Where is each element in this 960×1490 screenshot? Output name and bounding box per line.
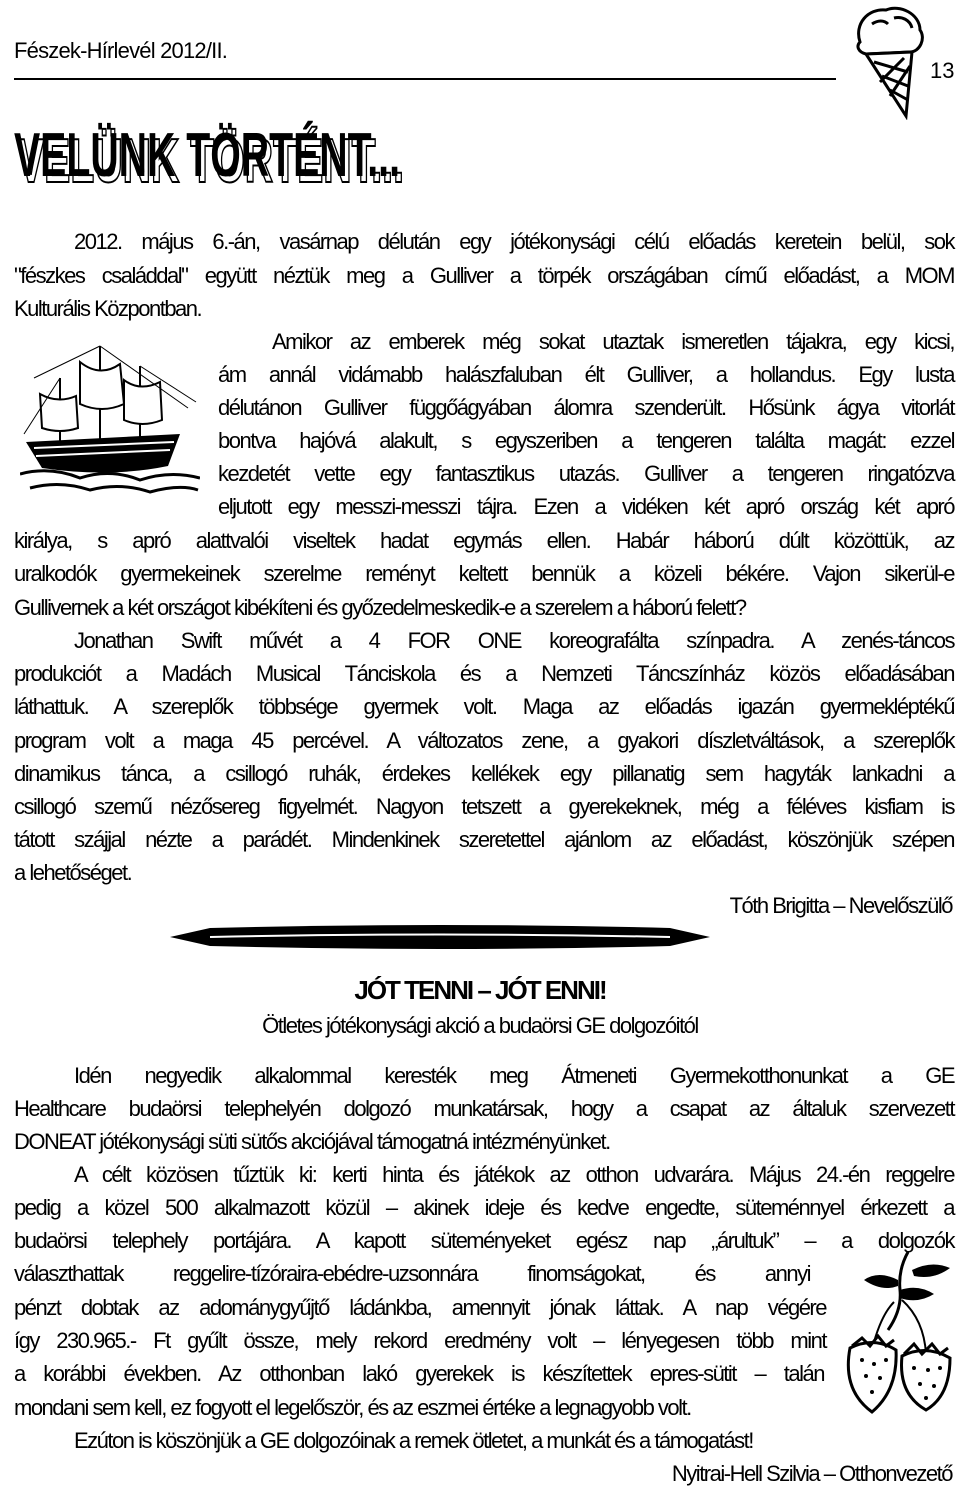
text-line: 2012. május 6.-án, vasárnap délután egy jótékonysági célú előadás keretein belül, sok bbox=[74, 229, 954, 254]
signature-nyitrai-hell-szilvia: Nyitrai-Hell Szilvia – Otthonvezető bbox=[671, 1461, 952, 1486]
text-line: uralkodók gyermekeinek szerelme reményt keltett bennük a közeli békére. Vajon sikerül-e bbox=[14, 561, 954, 586]
text-line: Jonathan Swift művét a 4 FOR ONE koreografálta színpadra. A zenés-táncos bbox=[74, 628, 954, 653]
signature-toth-brigitta: Tóth Brigitta – Nevelőszülő bbox=[729, 893, 952, 918]
text-line: láthattuk. A szereplők többsége gyermek volt. Maga az előadás igazán gyermekléptékű bbox=[14, 694, 954, 719]
text-line: királya, s apró alattvalói viseltek hadat egymás ellen. Habár háború dúlt közöttük, az bbox=[14, 528, 954, 553]
text-line: délutánon Gulliver függőágyában álomra szenderült. Hősünk ágya vitorlát bbox=[218, 395, 954, 420]
text-line: eljutott egy messzi-messzi tájra. Ezen a vidéken két apró ország két apró bbox=[218, 494, 954, 519]
text-line: budaörsi telephely portájára. A kapott süteményeket egész nap „árultuk” – a dolgozók bbox=[14, 1228, 954, 1253]
newsletter-title: Fészek-Hírlevél 2012/II. bbox=[14, 38, 228, 63]
text-line: Healthcare budaörsi telephelyén dolgozó munkatársak, hogy a csapat az általuk szervezett bbox=[14, 1096, 954, 1121]
text-line: pedig a közel 500 alkalmazott közül – akinek ideje és kedve engedte, süteménnyel érkezett a bbox=[14, 1195, 954, 1220]
text-line: "fészkes családdal" együtt néztük meg a Gulliver a törpék országában című előadást, a MOM bbox=[14, 263, 954, 288]
section-subtitle: Ötletes jótékonysági akció a budaörsi GE dolgozóitól bbox=[262, 1013, 698, 1038]
text-line: program volt a maga 45 percével. A változatos zene, a gyakori díszletváltások, a szereplők bbox=[14, 728, 954, 753]
section-title-velunk-tortent bbox=[12, 108, 412, 194]
text-line: a korábbi években. Az otthonban lakó gyerekek is készítettek epres-sütit – talán bbox=[14, 1361, 824, 1386]
ice-cream-cone-icon bbox=[850, 2, 928, 120]
text-line: Amikor az emberek még sokat utaztak ismeretlen tájakra, egy kicsi, bbox=[272, 329, 954, 354]
strawberry-illustration bbox=[838, 1250, 956, 1418]
text-line: pénzt dobtak az adománygyűjtő ládánkba, amennyit jónak láttak. A nap végére bbox=[14, 1295, 826, 1320]
sailing-ship-illustration bbox=[20, 338, 200, 498]
text-line: tátott szájjal nézte a parádét. Mindenkinek szeretettel ajánlom az előadást, köszönjük szépen bbox=[14, 827, 954, 852]
text-line: Gullivernek a két országot kibékíteni és győzedelmeskedik-e a szerelem a háború felett? bbox=[14, 595, 746, 620]
text-line: Ezúton is köszönjük a GE dolgozóinak a remek ötletet, a munkát és a támogatást! bbox=[74, 1428, 753, 1453]
text-line: produkciót a Madách Musical Tánciskola és a Nemzeti Táncszínház közös előadásában bbox=[14, 661, 954, 686]
text-line: A célt közösen tűztük ki: kerti hinta és játékok az otthon udvarára. Május 24.-én reggelre bbox=[74, 1162, 954, 1187]
text-line: bontva hajóvá alakult, s egyszeriben a tengeren találta magát: ezzel bbox=[218, 428, 954, 453]
ornamental-divider bbox=[170, 920, 710, 954]
text-line: Idén negyedik alkalommal keresték meg Átmeneti Gyermekotthonunkat a GE bbox=[74, 1063, 954, 1088]
section-title-text: VELÜNK TÖRTÉNT... bbox=[14, 121, 400, 190]
page-number: 13 bbox=[930, 58, 955, 83]
text-line: csillogó szemű nézősereg figyelmét. Nagyon tetszett a gyerekeknek, még a féléves kisfiam is bbox=[14, 794, 954, 819]
text-line: a lehetőséget. bbox=[14, 860, 132, 885]
text-line: DONEAT jótékonysági süti sütős akciójával támogatná intézményünket. bbox=[14, 1129, 610, 1154]
text-line: kezdetét vette egy fantasztikus utazás. Gulliver a tengeren ringatózva bbox=[218, 461, 954, 486]
text-line: Kulturális Központban. bbox=[14, 296, 202, 321]
section-title-jot-tenni: JÓT TENNI – JÓT ENNI! bbox=[354, 975, 606, 1005]
header-rule bbox=[14, 78, 836, 80]
text-line: így 230.965.- Ft gyűlt össze, mely rekord eredmény volt – lényegesen több mint bbox=[14, 1328, 826, 1353]
text-line: ám annál vidámabb halászfaluban élt Gulliver, a hollandus. Egy lusta bbox=[218, 362, 954, 387]
text-line: mondani sem kell, ez fogyott el legelőször, és az eszmei értéke a legnagyobb volt. bbox=[14, 1395, 691, 1420]
text-line: dinamikus tánca, a csillogó ruhák, érdekes kellékek egy pillanatig sem hagyták lankadni a bbox=[14, 761, 954, 786]
text-line: választhattak reggelire-tízóraira-ebédre-uzsonnára finomságokat, és annyi bbox=[14, 1261, 810, 1286]
section-title-shadow: VELÜNK TÖRTÉNT... bbox=[18, 127, 404, 194]
